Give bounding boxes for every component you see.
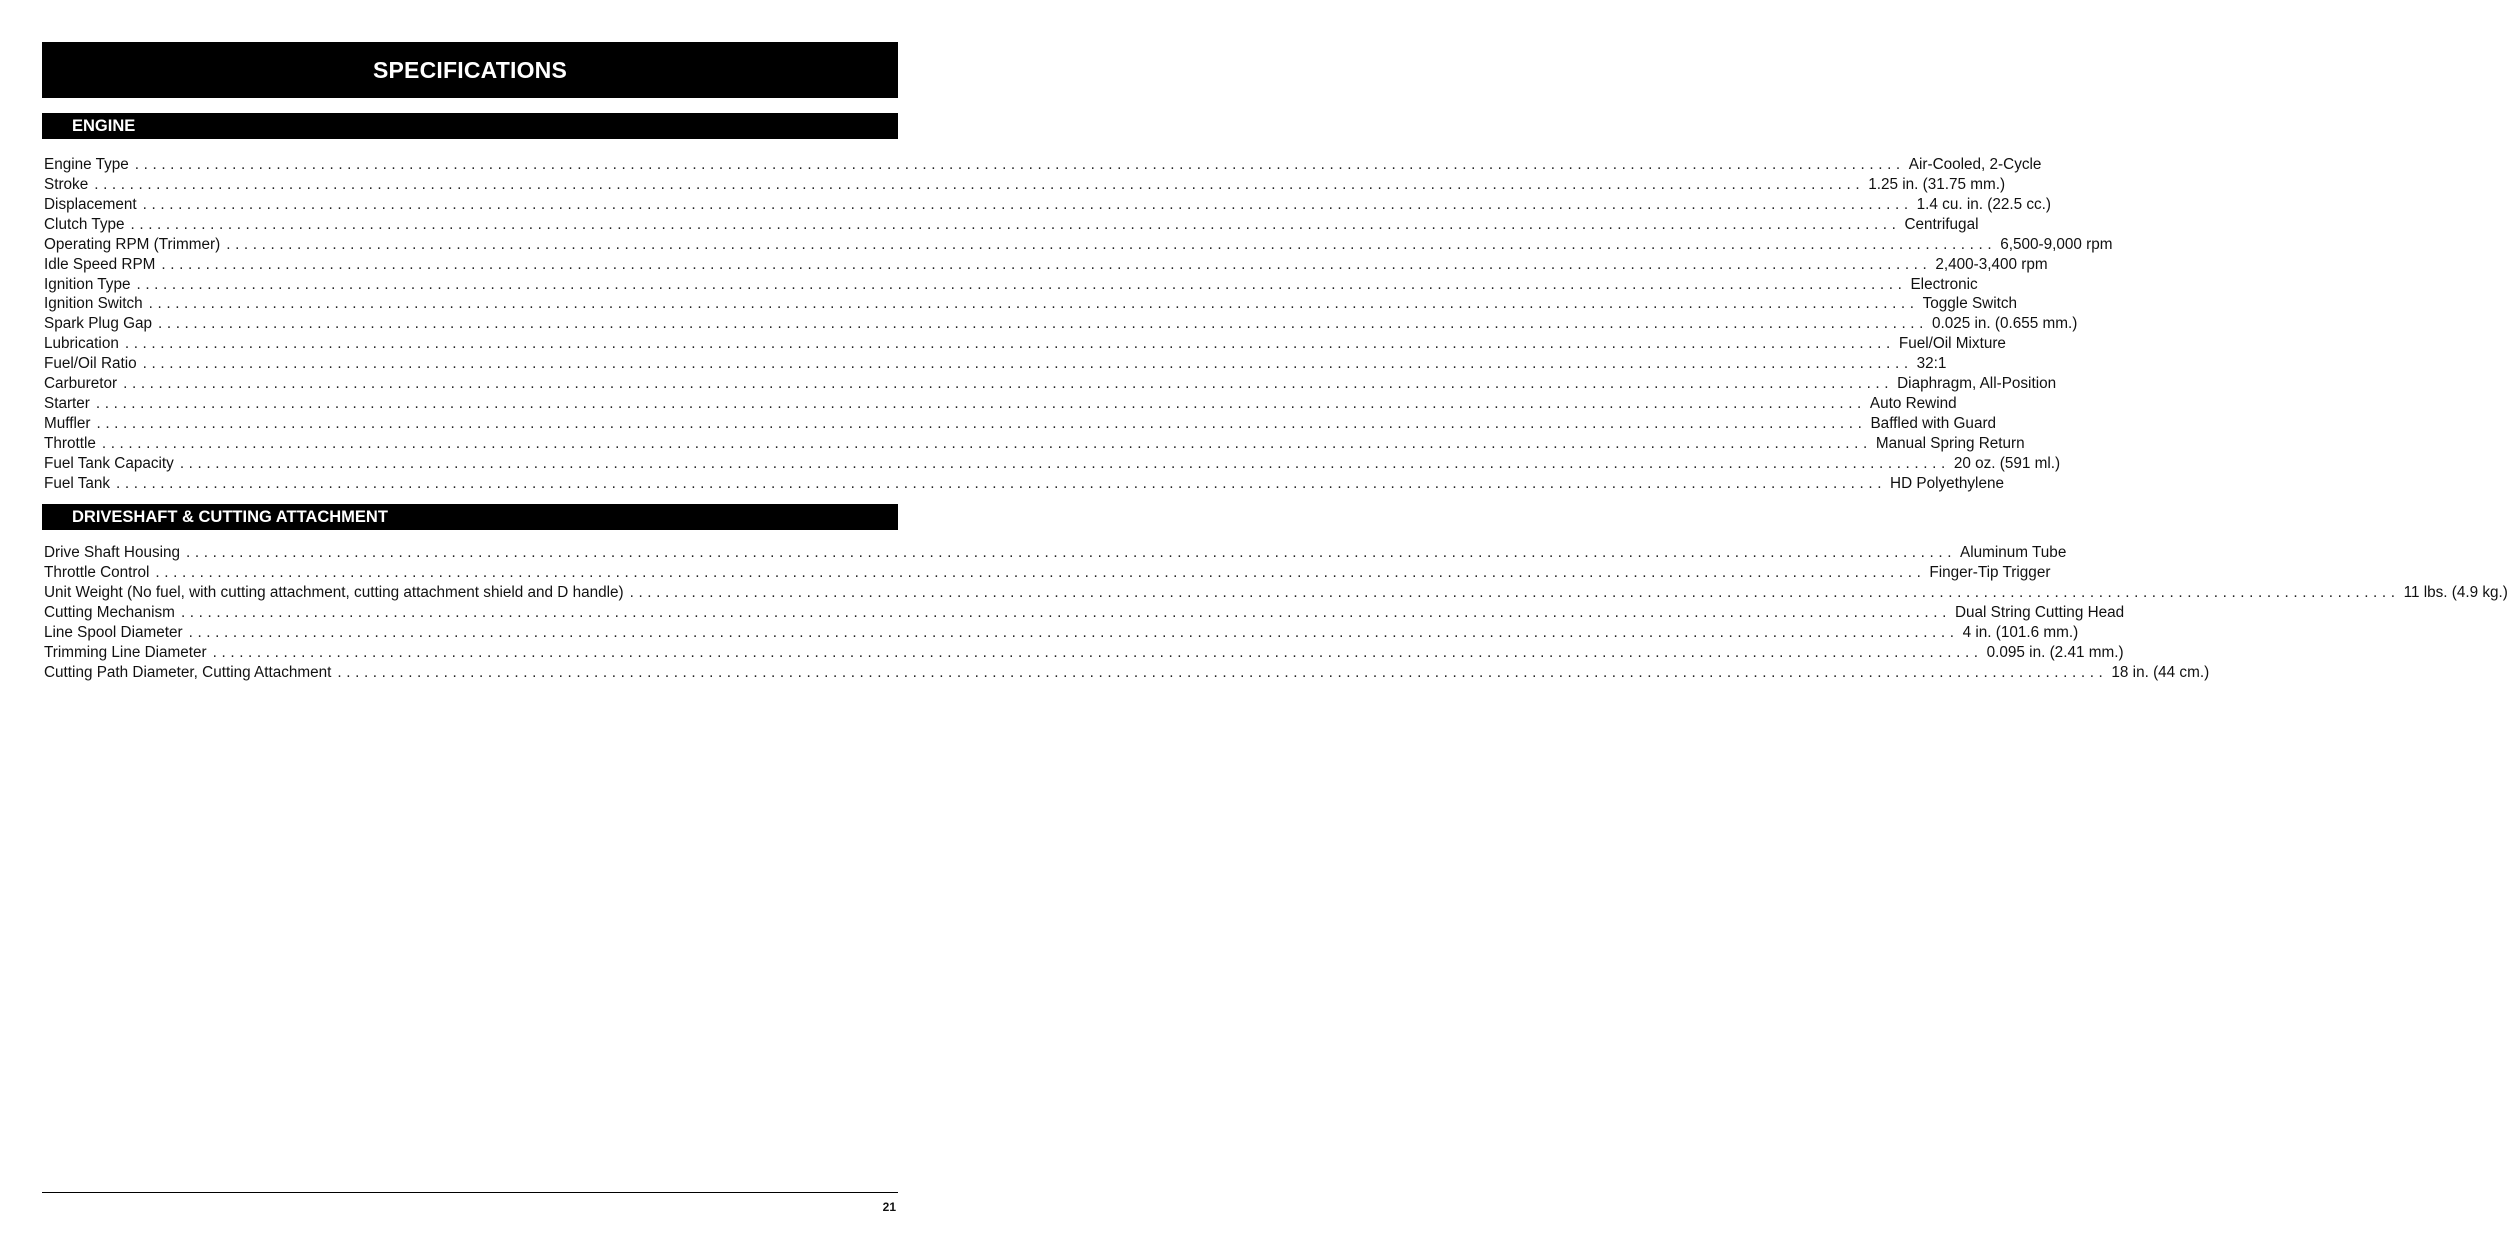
- dot-leader: ........................................................................................................................................................................................................: [134, 156, 1905, 173]
- spec-value: Baffled with Guard: [1870, 414, 1997, 432]
- spec-row: [44, 315, 2078, 335]
- spec-row: [44, 663, 2210, 684]
- spec-value: Diaphragm, All-Position: [1897, 375, 2057, 393]
- spec-label: Carburetor: [44, 375, 118, 393]
- section-header-driveshaft: DRIVESHAFT & CUTTING ATTACHMENT: [42, 504, 898, 530]
- spec-value: Electronic: [1910, 275, 1978, 293]
- spec-label: Idle Speed RPM: [44, 255, 156, 273]
- dot-leader: ........................................................................................................................................................................................................: [629, 583, 2400, 601]
- spec-label: Clutch Type: [44, 215, 125, 233]
- spec-label: Stroke: [44, 175, 89, 193]
- spec-label: Spark Plug Gap: [44, 315, 152, 333]
- spec-row: [44, 603, 2125, 624]
- spec-label: Ignition Switch: [44, 295, 143, 313]
- spec-value: 18 in. (44 cm.): [2111, 663, 2210, 681]
- spec-row: [44, 643, 2124, 664]
- page-number: 21: [882, 1200, 896, 1214]
- dot-leader: ........................................................................................................................................................................................................: [116, 474, 1887, 492]
- dot-leader: ........................................................................................................................................................................................................: [142, 195, 1913, 213]
- dot-leader: ........................................................................................................................................................................................................: [337, 663, 2108, 681]
- spec-label: Unit Weight (No fuel, with cutting attachment, cutting attachment shield and D handle): [44, 583, 624, 601]
- spec-label: Drive Shaft Housing: [44, 544, 181, 561]
- spec-label: Displacement: [44, 195, 137, 213]
- driveshaft-spec-list: [44, 544, 2508, 683]
- spec-value: Fuel/Oil Mixture: [1898, 335, 2006, 353]
- spec-value: Dual String Cutting Head: [1954, 603, 2125, 621]
- spec-row: [44, 235, 2113, 256]
- dot-leader: ........................................................................................................................................................................................................: [180, 603, 1951, 621]
- engine-spec-list: [44, 156, 2113, 495]
- spec-row: [44, 583, 2508, 604]
- dot-leader: ........................................................................................................................................................................................................: [124, 335, 1895, 353]
- spec-label: Starter: [44, 395, 90, 413]
- spec-row: [44, 355, 1947, 375]
- dot-leader: ........................................................................................................................................................................................................: [179, 454, 1950, 472]
- spec-label: Cutting Mechanism: [44, 603, 175, 621]
- spec-row: [44, 414, 1997, 435]
- spec-value: Manual Spring Return: [1875, 434, 2025, 452]
- section-header-engine: ENGINE: [42, 113, 898, 139]
- spec-value: 1.25 in. (31.75 mm.): [1868, 175, 2006, 193]
- dot-leader: ........................................................................................................................................................................................................: [148, 295, 1919, 313]
- spec-row: [44, 395, 1957, 415]
- spec-value: 6,500-9,000 rpm: [2000, 235, 2113, 253]
- dot-leader: ........................................................................................................................................................................................................: [161, 255, 1932, 273]
- spec-row: [44, 255, 2048, 276]
- spec-label: Muffler: [44, 414, 91, 432]
- dot-leader: ........................................................................................................................................................................................................: [155, 563, 1926, 581]
- spec-row: [44, 195, 2052, 216]
- spec-label: Lubrication: [44, 335, 119, 353]
- page-title: SPECIFICATIONS: [42, 42, 898, 98]
- spec-value: Toggle Switch: [1922, 295, 2018, 313]
- spec-label: Fuel Tank: [44, 474, 111, 492]
- spec-value: HD Polyethylene: [1890, 474, 2004, 492]
- spec-row: [44, 563, 2051, 584]
- spec-label: Fuel/Oil Ratio: [44, 355, 137, 373]
- dot-leader: ........................................................................................................................................................................................................: [123, 375, 1894, 393]
- spec-value: 0.025 in. (0.655 mm.): [1932, 315, 2078, 333]
- spec-label: Line Spool Diameter: [44, 623, 183, 641]
- spec-value: Finger-Tip Trigger: [1929, 563, 2051, 581]
- spec-value: Centrifugal: [1904, 215, 1979, 233]
- dot-leader: ........................................................................................................................................................................................................: [212, 643, 1983, 661]
- spec-value: Aluminum Tube: [1960, 544, 2067, 561]
- spec-value: 4 in. (101.6 mm.): [1962, 623, 2079, 641]
- spec-row: [44, 375, 2057, 395]
- spec-row: [44, 295, 2018, 315]
- spec-row: [44, 623, 2079, 644]
- spec-row: [44, 215, 1979, 236]
- spec-value: Auto Rewind: [1869, 395, 1957, 413]
- dot-leader: ........................................................................................................................................................................................................: [226, 235, 1997, 253]
- dot-leader: ........................................................................................................................................................................................................: [95, 395, 1866, 413]
- dot-leader: ........................................................................................................................................................................................................: [101, 434, 1872, 452]
- spec-label: Operating RPM (Trimmer): [44, 235, 221, 253]
- dot-leader: ........................................................................................................................................................................................................: [130, 215, 1901, 233]
- spec-label: Cutting Path Diameter, Cutting Attachment: [44, 663, 332, 681]
- spec-label: Ignition Type: [44, 275, 131, 293]
- spec-row: [44, 335, 2006, 355]
- spec-label: Engine Type: [44, 156, 129, 173]
- spec-value: 20 oz. (591 ml.): [1953, 454, 2061, 472]
- spec-label: Fuel Tank Capacity: [44, 454, 174, 472]
- spec-row: [44, 454, 2061, 475]
- dot-leader: ........................................................................................................................................................................................................: [136, 275, 1907, 293]
- spec-row: [44, 434, 2025, 455]
- spec-value: 11 lbs. (4.9 kg.): [2403, 583, 2508, 601]
- spec-label: Throttle: [44, 434, 96, 452]
- footer-divider: [42, 1192, 898, 1193]
- dot-leader: ........................................................................................................................................................................................................: [158, 315, 1928, 333]
- spec-label: Throttle Control: [44, 563, 150, 581]
- spec-value: Air-Cooled, 2-Cycle: [1908, 156, 2042, 173]
- spec-row: [44, 275, 1978, 296]
- spec-row: [44, 544, 2067, 564]
- spec-row: [44, 474, 2004, 495]
- spec-row: [44, 175, 2006, 196]
- spec-row: [44, 156, 2042, 176]
- spec-value: 32:1: [1916, 355, 1947, 373]
- dot-leader: ........................................................................................................................................................................................................: [142, 355, 1913, 373]
- dot-leader: ........................................................................................................................................................................................................: [96, 414, 1867, 432]
- spec-value: 1.4 cu. in. (22.5 cc.): [1916, 195, 2052, 213]
- spec-value: 0.095 in. (2.41 mm.): [1986, 643, 2124, 661]
- spec-value: 2,400-3,400 rpm: [1935, 255, 2048, 273]
- dot-leader: ........................................................................................................................................................................................................: [188, 623, 1959, 641]
- dot-leader: ........................................................................................................................................................................................................: [94, 175, 1865, 193]
- spec-label: Trimming Line Diameter: [44, 643, 207, 661]
- dot-leader: ........................................................................................................................................................................................................: [186, 544, 1957, 561]
